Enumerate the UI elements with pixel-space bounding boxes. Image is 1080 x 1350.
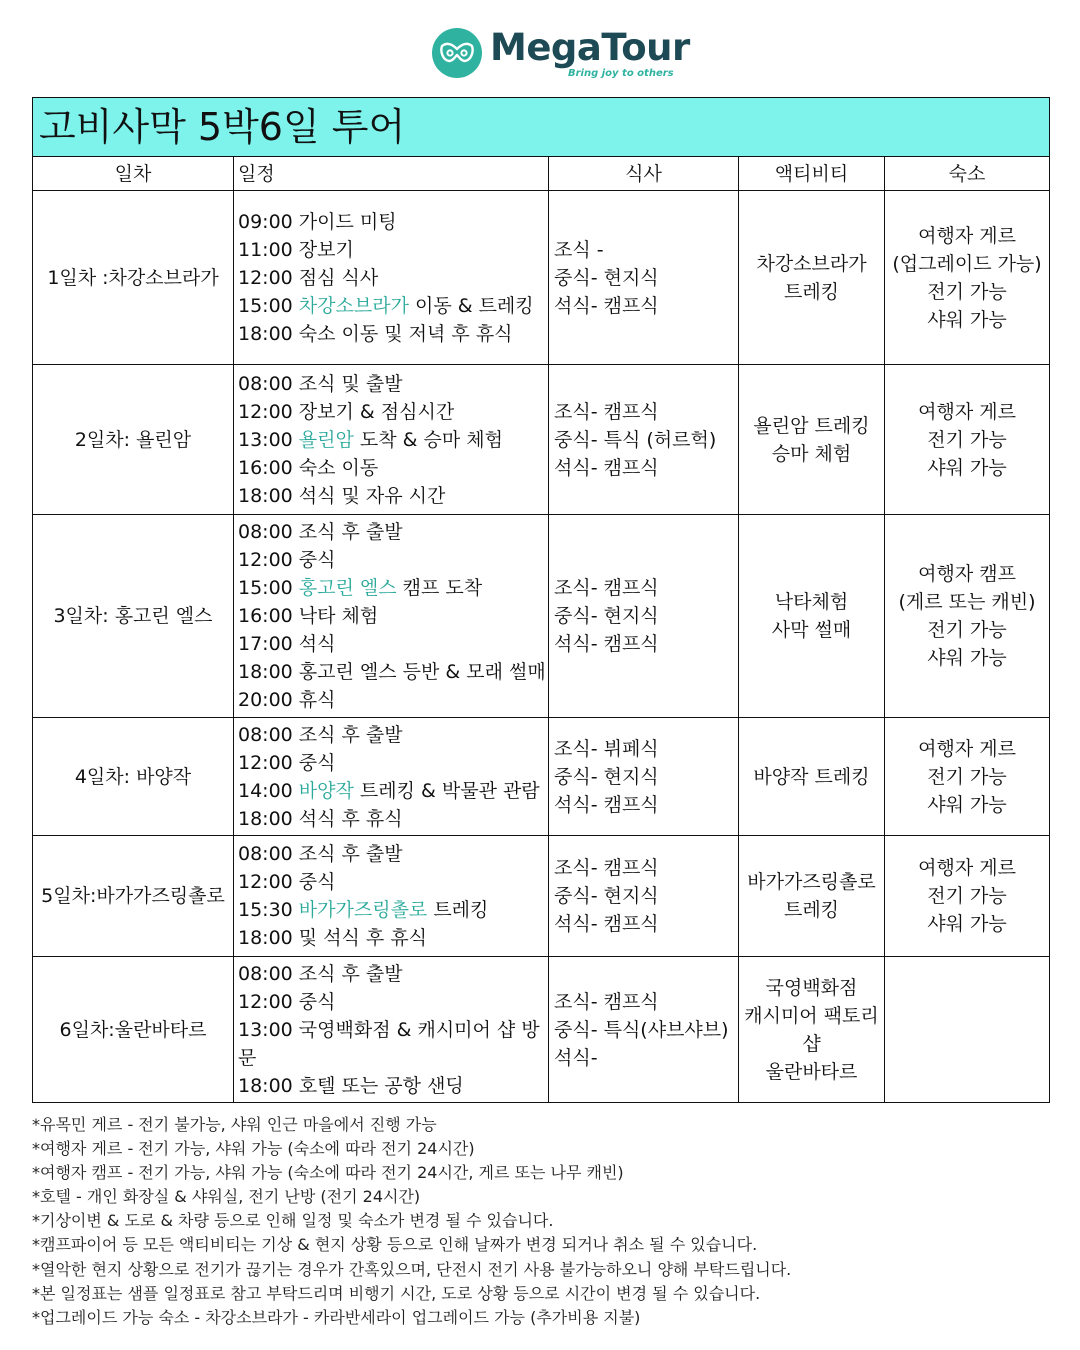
meals-cell [549, 365, 739, 515]
schedule-text: 13:00 [238, 428, 299, 451]
table-row [33, 515, 1050, 718]
activity-cell [739, 836, 885, 957]
lodging-item: 여행자 게르 [918, 224, 1016, 247]
schedule-item [238, 236, 548, 264]
activity-item: 트레킹 [783, 899, 840, 921]
schedule-item [238, 398, 548, 426]
schedule-item [238, 518, 548, 546]
schedule-item [238, 320, 548, 348]
lodging-item: 샤워 가능 [927, 647, 1007, 669]
activity-cell [739, 957, 885, 1103]
schedule-item [238, 454, 548, 482]
meal-item: 조식- 캠프식 [554, 577, 659, 599]
lodging-item: (게르 또는 캐빈) [898, 591, 1036, 613]
lodging-item: 전기 가능 [927, 428, 1007, 451]
meal-item: 중식- 특식 (허르헉) [554, 428, 717, 451]
schedule-item [238, 777, 548, 805]
schedule-text: 18:00 석식 후 휴식 [238, 807, 403, 830]
activity-item: 국영백화점 [765, 976, 858, 999]
schedule-text: 12:00 중식 [238, 549, 336, 571]
destination-highlight: 바가가즈링촐로 [298, 899, 428, 921]
meal-item: 중식- 특식(샤브샤브) [554, 1018, 729, 1041]
schedule-item [238, 805, 548, 833]
mask-logo-icon [432, 28, 482, 78]
schedule-item [238, 208, 548, 236]
schedule-item [238, 292, 548, 320]
schedule-text: 트레킹 & 박물관 관람 [353, 779, 540, 802]
schedule-item [238, 546, 548, 574]
schedule-text: 08:00 조식 및 출발 [238, 372, 403, 395]
schedule-text: 12:00 중식 [238, 751, 336, 774]
meal-item: 석식- 캠프식 [554, 913, 659, 935]
lodging-item: 여행자 게르 [918, 737, 1016, 760]
schedule-item [238, 749, 548, 777]
lodging-item: 여행자 게르 [918, 857, 1016, 879]
schedule-text: 12:00 중식 [238, 990, 336, 1013]
activity-cell [739, 191, 885, 365]
lodging-item: (업그레이드 가능) [892, 252, 1042, 275]
day-cell: 6일차:울란바타르 [33, 957, 234, 1103]
header-lodging: 숙소 [885, 157, 1050, 191]
schedule-text: 08:00 조식 후 출발 [238, 521, 403, 543]
meal-item: 조식- 캠프식 [554, 990, 659, 1013]
meals-cell [549, 191, 739, 365]
lodging-item: 샤워 가능 [927, 308, 1007, 331]
meal-item: 석식- 캠프식 [554, 793, 659, 816]
destination-highlight: 차강소브라가 [298, 294, 409, 317]
schedule-text: 12:00 점심 식사 [238, 266, 379, 289]
schedule-text: 11:00 장보기 [238, 238, 354, 261]
note-item: *업그레이드 가능 숙소 - 차강소브라가 - 카라반세라이 업그레이드 가능 (추가비용 지불) [32, 1307, 641, 1327]
header-day: 일차 [33, 157, 234, 191]
lodging-item: 전기 가능 [927, 765, 1007, 788]
meal-item: 석식- 캠프식 [554, 456, 659, 479]
note-item: *본 일정표는 샘플 일정표로 참고 부탁드리며 비행기 시간, 도로 상황 등으로 시간이 변경 될 수 있습니다. [32, 1283, 761, 1303]
note-item: *유목민 게르 - 전기 불가능, 샤워 인근 마을에서 진행 가능 [32, 1115, 437, 1134]
header-activity: 액티비티 [739, 157, 885, 191]
itinerary-table [32, 97, 1050, 1103]
header-meals: 식사 [549, 157, 739, 191]
schedule-text: 18:00 및 석식 후 휴식 [238, 927, 428, 949]
day-cell: 3일차: 홍고린 엘스 [33, 515, 234, 718]
meal-item: 중식- 현지식 [554, 266, 659, 289]
schedule-text: 08:00 조식 후 출발 [238, 843, 403, 865]
note-item: *캠프파이어 등 모든 액티비티는 기상 & 현지 상황 등으로 인해 날짜가 변경 되거나 취소 될 수 있습니다. [32, 1235, 758, 1255]
schedule-item [238, 264, 548, 292]
activity-item: 차강소브라가 [756, 252, 867, 275]
lodging-item: 여행자 게르 [918, 400, 1016, 423]
meal-item: 중식- 현지식 [554, 885, 659, 907]
schedule-item [238, 1016, 548, 1072]
lodging-item: 여행자 캠프 [918, 563, 1016, 585]
schedule-text: 20:00 휴식 [238, 689, 336, 711]
schedule-text: 16:00 낙타 체험 [238, 605, 379, 627]
brand-name: MegaTour [490, 26, 690, 69]
day-cell: 5일차:바가가즈링촐로 [33, 836, 234, 957]
schedule-item [238, 988, 548, 1016]
note-item: *호텔 - 개인 화장실 & 샤워실, 전기 난방 (전기 24시간) [32, 1187, 421, 1207]
schedule-text: 18:00 숙소 이동 및 저녁 후 휴식 [238, 322, 513, 345]
schedule-text: 17:00 석식 [238, 633, 336, 655]
activity-item: 욜린암 트레킹 [753, 414, 870, 437]
header-schedule: 일정 [234, 157, 549, 191]
meals-cell [549, 836, 739, 957]
schedule-item [238, 868, 548, 896]
schedule-text: 12:00 장보기 & 점심시간 [238, 400, 455, 423]
day-cell: 2일차: 욜린암 [33, 365, 234, 515]
activity-item: 트레킹 [783, 280, 840, 303]
table-row [33, 718, 1050, 836]
lodging-item: 샤워 가능 [927, 456, 1007, 479]
day-cell: 1일차 :차강소브라가 [33, 191, 234, 365]
schedule-cell [234, 718, 549, 836]
activity-cell [739, 718, 885, 836]
schedule-text: 08:00 조식 후 출발 [238, 723, 403, 746]
schedule-text: 18:00 호텔 또는 공항 샌딩 [238, 1074, 464, 1097]
schedule-text: 15:00 [238, 577, 299, 599]
schedule-item [238, 896, 548, 924]
meal-item: 조식- 뷔페식 [554, 737, 659, 760]
brand-tagline: Bring joy to others [568, 68, 674, 79]
schedule-text: 12:00 중식 [238, 871, 336, 893]
schedule-item [238, 840, 548, 868]
lodging-cell [885, 365, 1050, 515]
schedule-text: 트레킹 [427, 899, 489, 921]
activity-item: 낙타체험 [774, 591, 849, 613]
lodging-cell [885, 957, 1050, 1103]
lodging-cell [885, 718, 1050, 836]
activity-item: 사막 썰매 [771, 619, 852, 641]
schedule-text: 09:00 가이드 미팅 [238, 210, 397, 233]
brand-logo [432, 22, 690, 84]
schedule-item [238, 686, 548, 714]
activity-item: 울란바타르 [765, 1060, 858, 1083]
schedule-text: 08:00 조식 후 출발 [238, 962, 403, 985]
schedule-text: 이동 & 트레킹 [408, 294, 534, 317]
schedule-item [238, 960, 548, 988]
schedule-text: 18:00 석식 및 자유 시간 [238, 484, 446, 507]
schedule-item [238, 482, 548, 510]
schedule-text: 13:00 국영백화점 & 캐시미어 샵 방문 [238, 1018, 540, 1069]
activity-cell [739, 365, 885, 515]
schedule-item [238, 426, 548, 454]
schedule-text: 15:00 [238, 294, 299, 317]
meal-item: 중식- 현지식 [554, 605, 659, 627]
table-row [33, 191, 1050, 365]
meals-cell [549, 718, 739, 836]
table-row [33, 957, 1050, 1103]
schedule-item [238, 721, 548, 749]
note-item: *여행자 게르 - 전기 가능, 샤워 가능 (숙소에 따라 전기 24시간) [32, 1139, 475, 1159]
schedule-cell [234, 365, 549, 515]
schedule-text: 캠프 도착 [396, 577, 483, 599]
meal-item: 석식- [554, 1046, 598, 1069]
meal-item: 조식- 캠프식 [554, 400, 659, 423]
meal-item: 석식- 캠프식 [554, 633, 659, 655]
schedule-cell [234, 957, 549, 1103]
schedule-item [238, 1072, 548, 1100]
meal-item: 중식- 현지식 [554, 765, 659, 788]
activity-item: 바가가즈링촐로 [747, 871, 876, 893]
lodging-cell [885, 515, 1050, 718]
schedule-item [238, 370, 548, 398]
schedule-item [238, 924, 548, 952]
header-row [33, 157, 1050, 191]
schedule-text: 18:00 홍고린 엘스 등반 & 모래 썰매 [238, 661, 546, 683]
activity-item: 캐시미어 팩토리 샵 [744, 1004, 879, 1055]
lodging-item: 샤워 가능 [927, 793, 1007, 816]
activity-item: 바양작 트레킹 [753, 765, 870, 788]
destination-highlight: 홍고린 엘스 [298, 577, 397, 599]
table-row [33, 365, 1050, 515]
schedule-text: 도착 & 승마 체험 [353, 428, 503, 451]
lodging-cell [885, 191, 1050, 365]
lodging-item: 전기 가능 [927, 619, 1007, 641]
activity-item: 승마 체험 [771, 442, 852, 465]
destination-highlight: 욜린암 [298, 428, 354, 451]
schedule-item [238, 658, 548, 686]
day-cell: 4일차: 바양작 [33, 718, 234, 836]
note-item: *열악한 현지 상황으로 전기가 끊기는 경우가 간혹있으며, 단전시 전기 사용 불가능하오니 양해 부탁드립니다. [32, 1259, 792, 1279]
meal-item: 석식- 캠프식 [554, 294, 659, 317]
lodging-item: 샤워 가능 [927, 913, 1007, 935]
schedule-item [238, 574, 548, 602]
schedule-cell [234, 836, 549, 957]
schedule-item [238, 630, 548, 658]
lodging-cell [885, 836, 1050, 957]
schedule-cell [234, 191, 549, 365]
schedule-cell [234, 515, 549, 718]
note-item: *여행자 캠프 - 전기 가능, 샤워 가능 (숙소에 따라 전기 24시간, 게르 또는 나무 캐빈) [32, 1163, 624, 1183]
lodging-item: 전기 가능 [927, 885, 1007, 907]
note-item: *기상이변 & 도로 & 차량 등으로 인해 일정 및 숙소가 변경 될 수 있습니다. [32, 1211, 554, 1231]
lodging-item: 전기 가능 [927, 280, 1007, 303]
meal-item: 조식 - [554, 238, 604, 261]
activity-cell [739, 515, 885, 718]
schedule-text: 15:30 [238, 899, 299, 921]
schedule-text: 14:00 [238, 779, 299, 802]
notes-list [32, 1113, 1062, 1330]
table-row [33, 836, 1050, 957]
schedule-text: 16:00 숙소 이동 [238, 456, 379, 479]
meal-item: 조식- 캠프식 [554, 857, 659, 879]
destination-highlight: 바양작 [298, 779, 354, 802]
schedule-item [238, 602, 548, 630]
meals-cell [549, 957, 739, 1103]
table-title: 고비사막 5박6일 투어 [33, 98, 1050, 157]
meals-cell [549, 515, 739, 718]
